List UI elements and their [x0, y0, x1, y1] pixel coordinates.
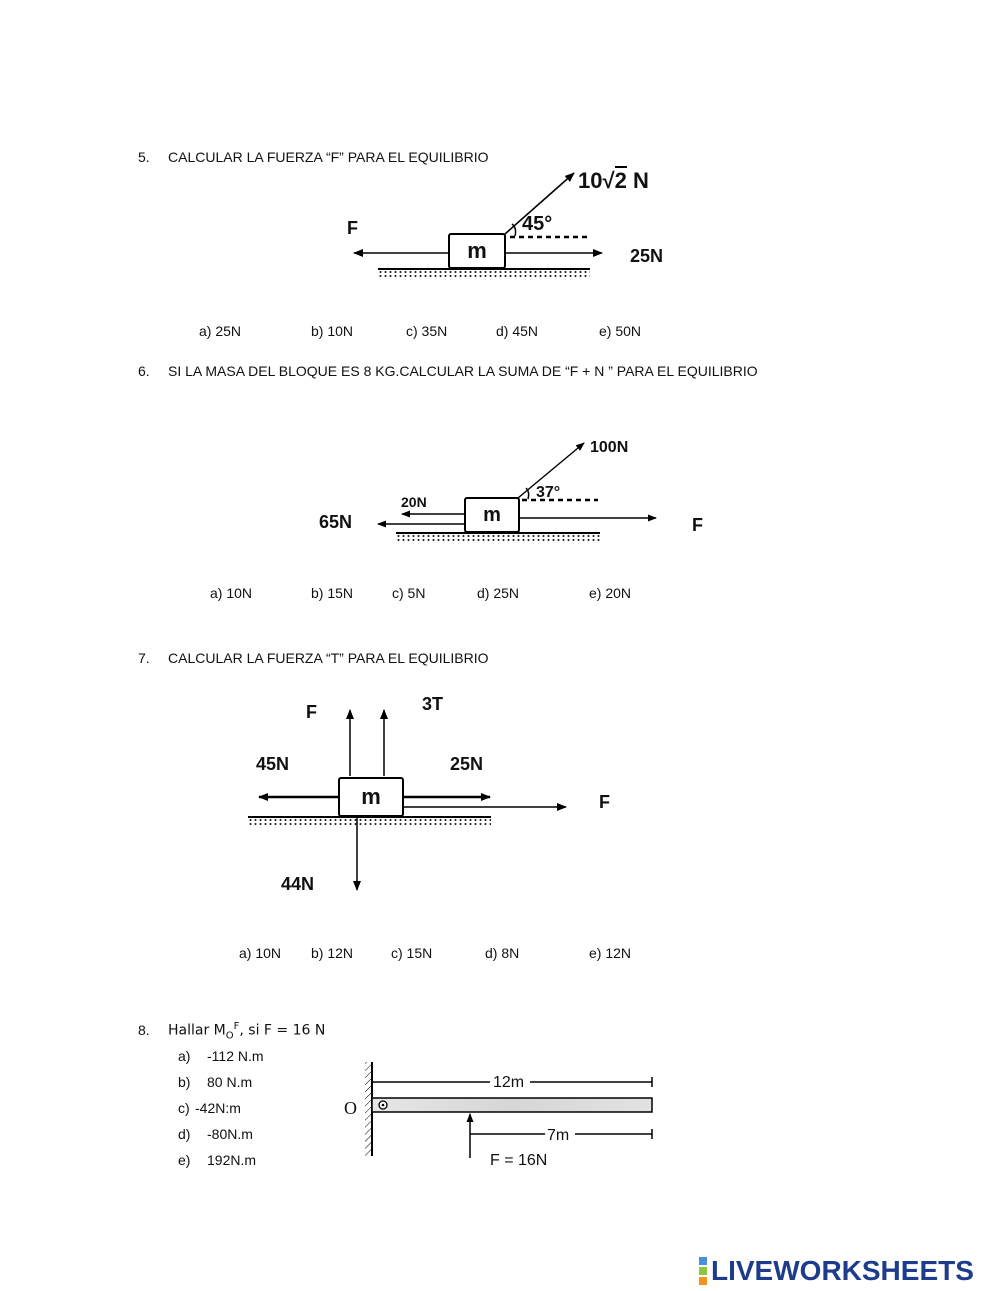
q5-diagonal-root: 2: [614, 168, 627, 193]
q7-option-d[interactable]: d) 8N: [485, 945, 520, 961]
q7-label-44n: 44N: [281, 874, 315, 894]
sqrt-icon: √: [602, 168, 615, 193]
q5-label-f: F: [347, 218, 358, 238]
q5-option-c[interactable]: c) 35N: [406, 323, 448, 339]
q8-text-sub: O: [225, 1030, 234, 1042]
q8-text-sup: F: [233, 1021, 240, 1032]
logo-text: LIVEWORKSHEETS: [711, 1255, 974, 1286]
q7-label-f-up: F: [306, 702, 317, 722]
logo-mark-icon: [698, 1256, 708, 1286]
q8-number: 8.: [138, 1022, 150, 1038]
q7-option-a[interactable]: a) 10N: [239, 945, 282, 961]
q6-option-b[interactable]: b) 15N: [311, 585, 354, 601]
q8-label-7m: 7m: [547, 1127, 570, 1144]
q6-label-100n: 100N: [590, 439, 629, 456]
q5-option-b[interactable]: b) 10N: [311, 323, 354, 339]
q7-number: 7.: [138, 650, 150, 666]
q6-option-c[interactable]: c) 5N: [392, 585, 426, 601]
q8-label-force: F = 16N: [490, 1152, 548, 1169]
q6-block: m: [464, 497, 520, 533]
q8-option-b-letter[interactable]: b): [178, 1074, 191, 1090]
q8-option-e-letter[interactable]: e): [178, 1152, 191, 1168]
q8-option-a-letter[interactable]: a): [178, 1048, 191, 1064]
q8-option-d-letter[interactable]: d): [178, 1126, 191, 1142]
q8-option-a-value[interactable]: -112 N.m: [207, 1048, 264, 1064]
q8-label-pivot: O: [344, 1098, 357, 1118]
q5-diagonal-coefficient: 10: [578, 168, 603, 193]
q7-label-25n: 25N: [450, 754, 484, 774]
q5-option-d[interactable]: d) 45N: [496, 323, 539, 339]
q8-text-post: , si F = 16 N: [239, 1022, 326, 1039]
q8-option-b-value[interactable]: 80 N.m: [207, 1074, 253, 1090]
q6-label-angle: 37°: [536, 484, 561, 501]
q8-beam: [372, 1098, 652, 1112]
q8-option-c-value[interactable]: -42N:m: [195, 1100, 241, 1116]
q8-option-e-value[interactable]: 192N.m: [207, 1152, 257, 1168]
q7-label-45n: 45N: [256, 754, 290, 774]
q5-question: CALCULAR LA FUERZA “F” PARA EL EQUILIBRIO: [168, 149, 489, 165]
q6-label-65n: 65N: [319, 512, 353, 532]
q5-label-25n: 25N: [630, 246, 664, 266]
q6-option-d[interactable]: d) 25N: [477, 585, 520, 601]
q5-option-a[interactable]: a) 25N: [199, 323, 242, 339]
q7-block: m: [338, 777, 404, 817]
q6-label-20n: 20N: [401, 494, 427, 510]
q6-option-e[interactable]: e) 20N: [589, 585, 632, 601]
q7-option-e[interactable]: e) 12N: [589, 945, 632, 961]
q8-wall-hatch: [365, 1062, 372, 1156]
q6-option-a[interactable]: a) 10N: [210, 585, 253, 601]
q7-label-3t: 3T: [422, 694, 444, 714]
q7-label-f-right: F: [599, 792, 610, 812]
q6-number: 6.: [138, 363, 150, 379]
q6-question: SI LA MASA DEL BLOQUE ES 8 KG.CALCULAR LA SUMA DE “F + N ” PARA EL EQUILIBRIO: [168, 363, 758, 379]
q8-label-12m: 12m: [493, 1074, 525, 1091]
q7-option-b[interactable]: b) 12N: [311, 945, 354, 961]
q6-label-f: F: [692, 515, 703, 535]
liveworksheets-logo: [698, 1255, 974, 1287]
q8-option-d-value[interactable]: -80N.m: [207, 1126, 253, 1142]
q7-question: CALCULAR LA FUERZA “T” PARA EL EQUILIBRIO: [168, 650, 489, 666]
q5-diagonal-unit: N: [632, 168, 649, 193]
q5-number: 5.: [138, 149, 150, 165]
q5-option-e[interactable]: e) 50N: [599, 323, 642, 339]
q5-block: m: [448, 233, 506, 269]
q8-pivot-pin-center: [382, 1104, 385, 1107]
q7-option-c[interactable]: c) 15N: [391, 945, 433, 961]
q8-text-pre: Hallar M: [168, 1022, 226, 1039]
q5-label-angle: 45°: [522, 213, 553, 235]
q8-option-c-letter[interactable]: c): [178, 1100, 190, 1116]
